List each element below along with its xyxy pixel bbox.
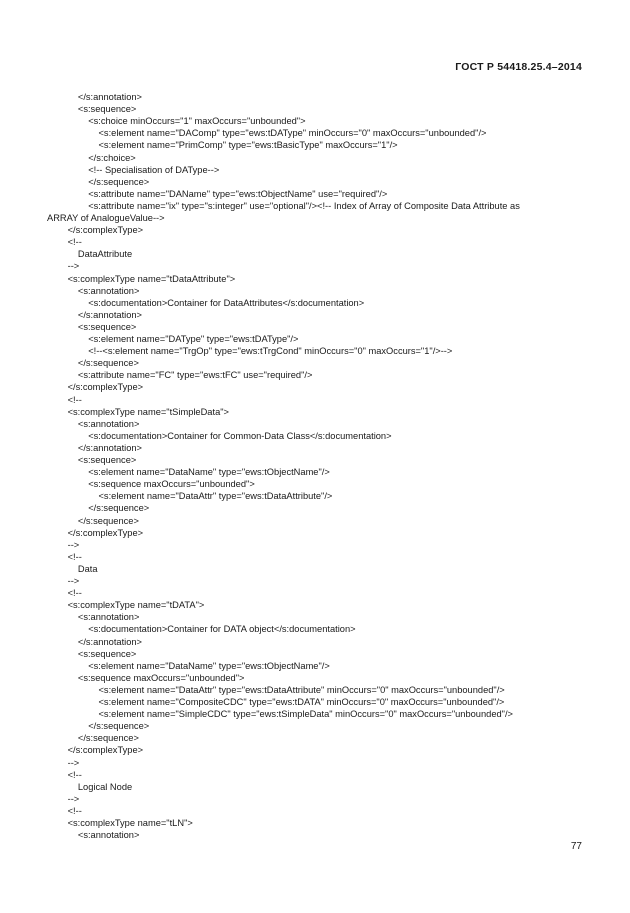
code-line: </s:sequence>	[88, 176, 150, 187]
code-line: </s:choice>	[88, 152, 136, 163]
code-line: <s:sequence>	[77, 648, 137, 659]
code-line: </s:sequence>	[77, 515, 139, 526]
code-line: <s:attribute name="DAName" type="ews:tObjectName" use="required"/>	[88, 188, 388, 199]
code-line: <s:element name="PrimComp" type="ews:tBasicType" maxOccurs="1"/>	[98, 140, 398, 151]
code-line: Logical Node	[77, 781, 133, 792]
code-line: </s:complexType>	[67, 745, 144, 756]
code-line: </s:sequence>	[77, 358, 139, 369]
code-line: <!--	[67, 769, 82, 780]
code-line: <s:annotation>	[77, 830, 140, 841]
code-line: </s:annotation>	[77, 92, 142, 102]
code-line: <s:element name="DataAttr" type="ews:tDataAttribute"/>	[98, 491, 333, 502]
code-line: <s:element name="DAComp" type="ews:tDAType" minOccurs="0" maxOccurs="unbounded"/>	[98, 128, 487, 139]
code-line: <!--	[67, 237, 82, 248]
code-line: <s:complexType name="tLN">	[67, 818, 193, 828]
code-line: -->	[67, 539, 80, 550]
code-line: </s:complexType>	[67, 382, 144, 393]
code-line: <s:complexType name="tSimpleData">	[67, 406, 229, 417]
code-line: <s:element name="DAType" type="ews:tDAType"/>	[88, 334, 299, 344]
code-line: <s:annotation>	[77, 285, 140, 296]
code-line: <s:attribute name="ix" type="s:integer" use="optional"/><!-- Index of Array of Composite Data Attribute as	[88, 200, 520, 211]
code-line: <s:element name="DataAttr" type="ews:tDataAttribute" minOccurs="0" maxOccurs="unbounded"/>	[98, 684, 505, 695]
code-line: <s:sequence maxOccurs="unbounded">	[88, 479, 255, 490]
page-number: 77	[570, 841, 582, 852]
code-line: <s:sequence>	[77, 455, 137, 465]
code-line: -->	[67, 793, 80, 804]
code-line: -->	[67, 261, 80, 272]
code-line: <s:annotation>	[77, 418, 140, 429]
code-line: -->	[67, 757, 80, 768]
code-line: <s:documentation>Container for DataAttributes</s:documentation>	[88, 297, 365, 308]
code-line: <s:choice minOccurs="1" maxOccurs="unbounded">	[88, 116, 306, 127]
code-line: </s:complexType>	[67, 225, 144, 236]
code-line: </s:complexType>	[67, 527, 144, 538]
code-line: <!--<s:element name="TrgOp" type="ews:tTrgCond" minOccurs="0" maxOccurs="1"/>-->	[88, 346, 453, 357]
code-line: <s:element name="CompositeCDC" type="ews:tDATA" minOccurs="0" maxOccurs="unbounded"/>	[98, 697, 505, 707]
code-line: <s:sequence>	[77, 104, 137, 115]
code-line: </s:annotation>	[77, 636, 142, 647]
code-line: </s:sequence>	[77, 733, 139, 744]
standard-header: ГОСТ Р 54418.25.4–2014	[455, 61, 582, 73]
code-line: </s:sequence>	[88, 503, 150, 514]
code-line: <s:attribute name="FC" type="ews:tFC" use="required"/>	[77, 370, 313, 381]
code-line: <s:documentation>Container for DATA object</s:documentation>	[88, 624, 356, 635]
code-line: <!--	[67, 394, 82, 405]
code-line: ARRAY of AnalogueValue-->	[47, 213, 165, 223]
code-line: <!--	[67, 805, 82, 816]
code-line: Data	[77, 563, 98, 574]
code-line: <s:sequence maxOccurs="unbounded">	[77, 672, 245, 683]
code-line: <s:element name="DataName" type="ews:tObjectName"/>	[88, 467, 330, 478]
code-line: <s:annotation>	[77, 612, 140, 623]
code-line: <s:element name="DataName" type="ews:tObjectName"/>	[88, 660, 330, 671]
code-line: <s:complexType name="tDataAttribute">	[67, 273, 236, 284]
code-line: <s:complexType name="tDATA">	[67, 600, 205, 611]
code-line: DataAttribute	[77, 249, 133, 260]
code-line: </s:annotation>	[77, 309, 142, 320]
code-line: </s:annotation>	[77, 442, 142, 453]
code-line: </s:sequence>	[88, 721, 150, 732]
code-line: -->	[67, 576, 80, 586]
code-line: <!-- Specialisation of DAType-->	[88, 164, 220, 175]
code-line: <s:documentation>Container for Common-Data Class</s:documentation>	[88, 430, 392, 441]
code-line: <!--	[67, 551, 82, 562]
code-line: <s:element name="SimpleCDC" type="ews:tSimpleData" minOccurs="0" maxOccurs="unbounded"/>	[98, 709, 513, 720]
code-line: <!--	[67, 588, 82, 599]
code-line: <s:sequence>	[77, 321, 137, 332]
